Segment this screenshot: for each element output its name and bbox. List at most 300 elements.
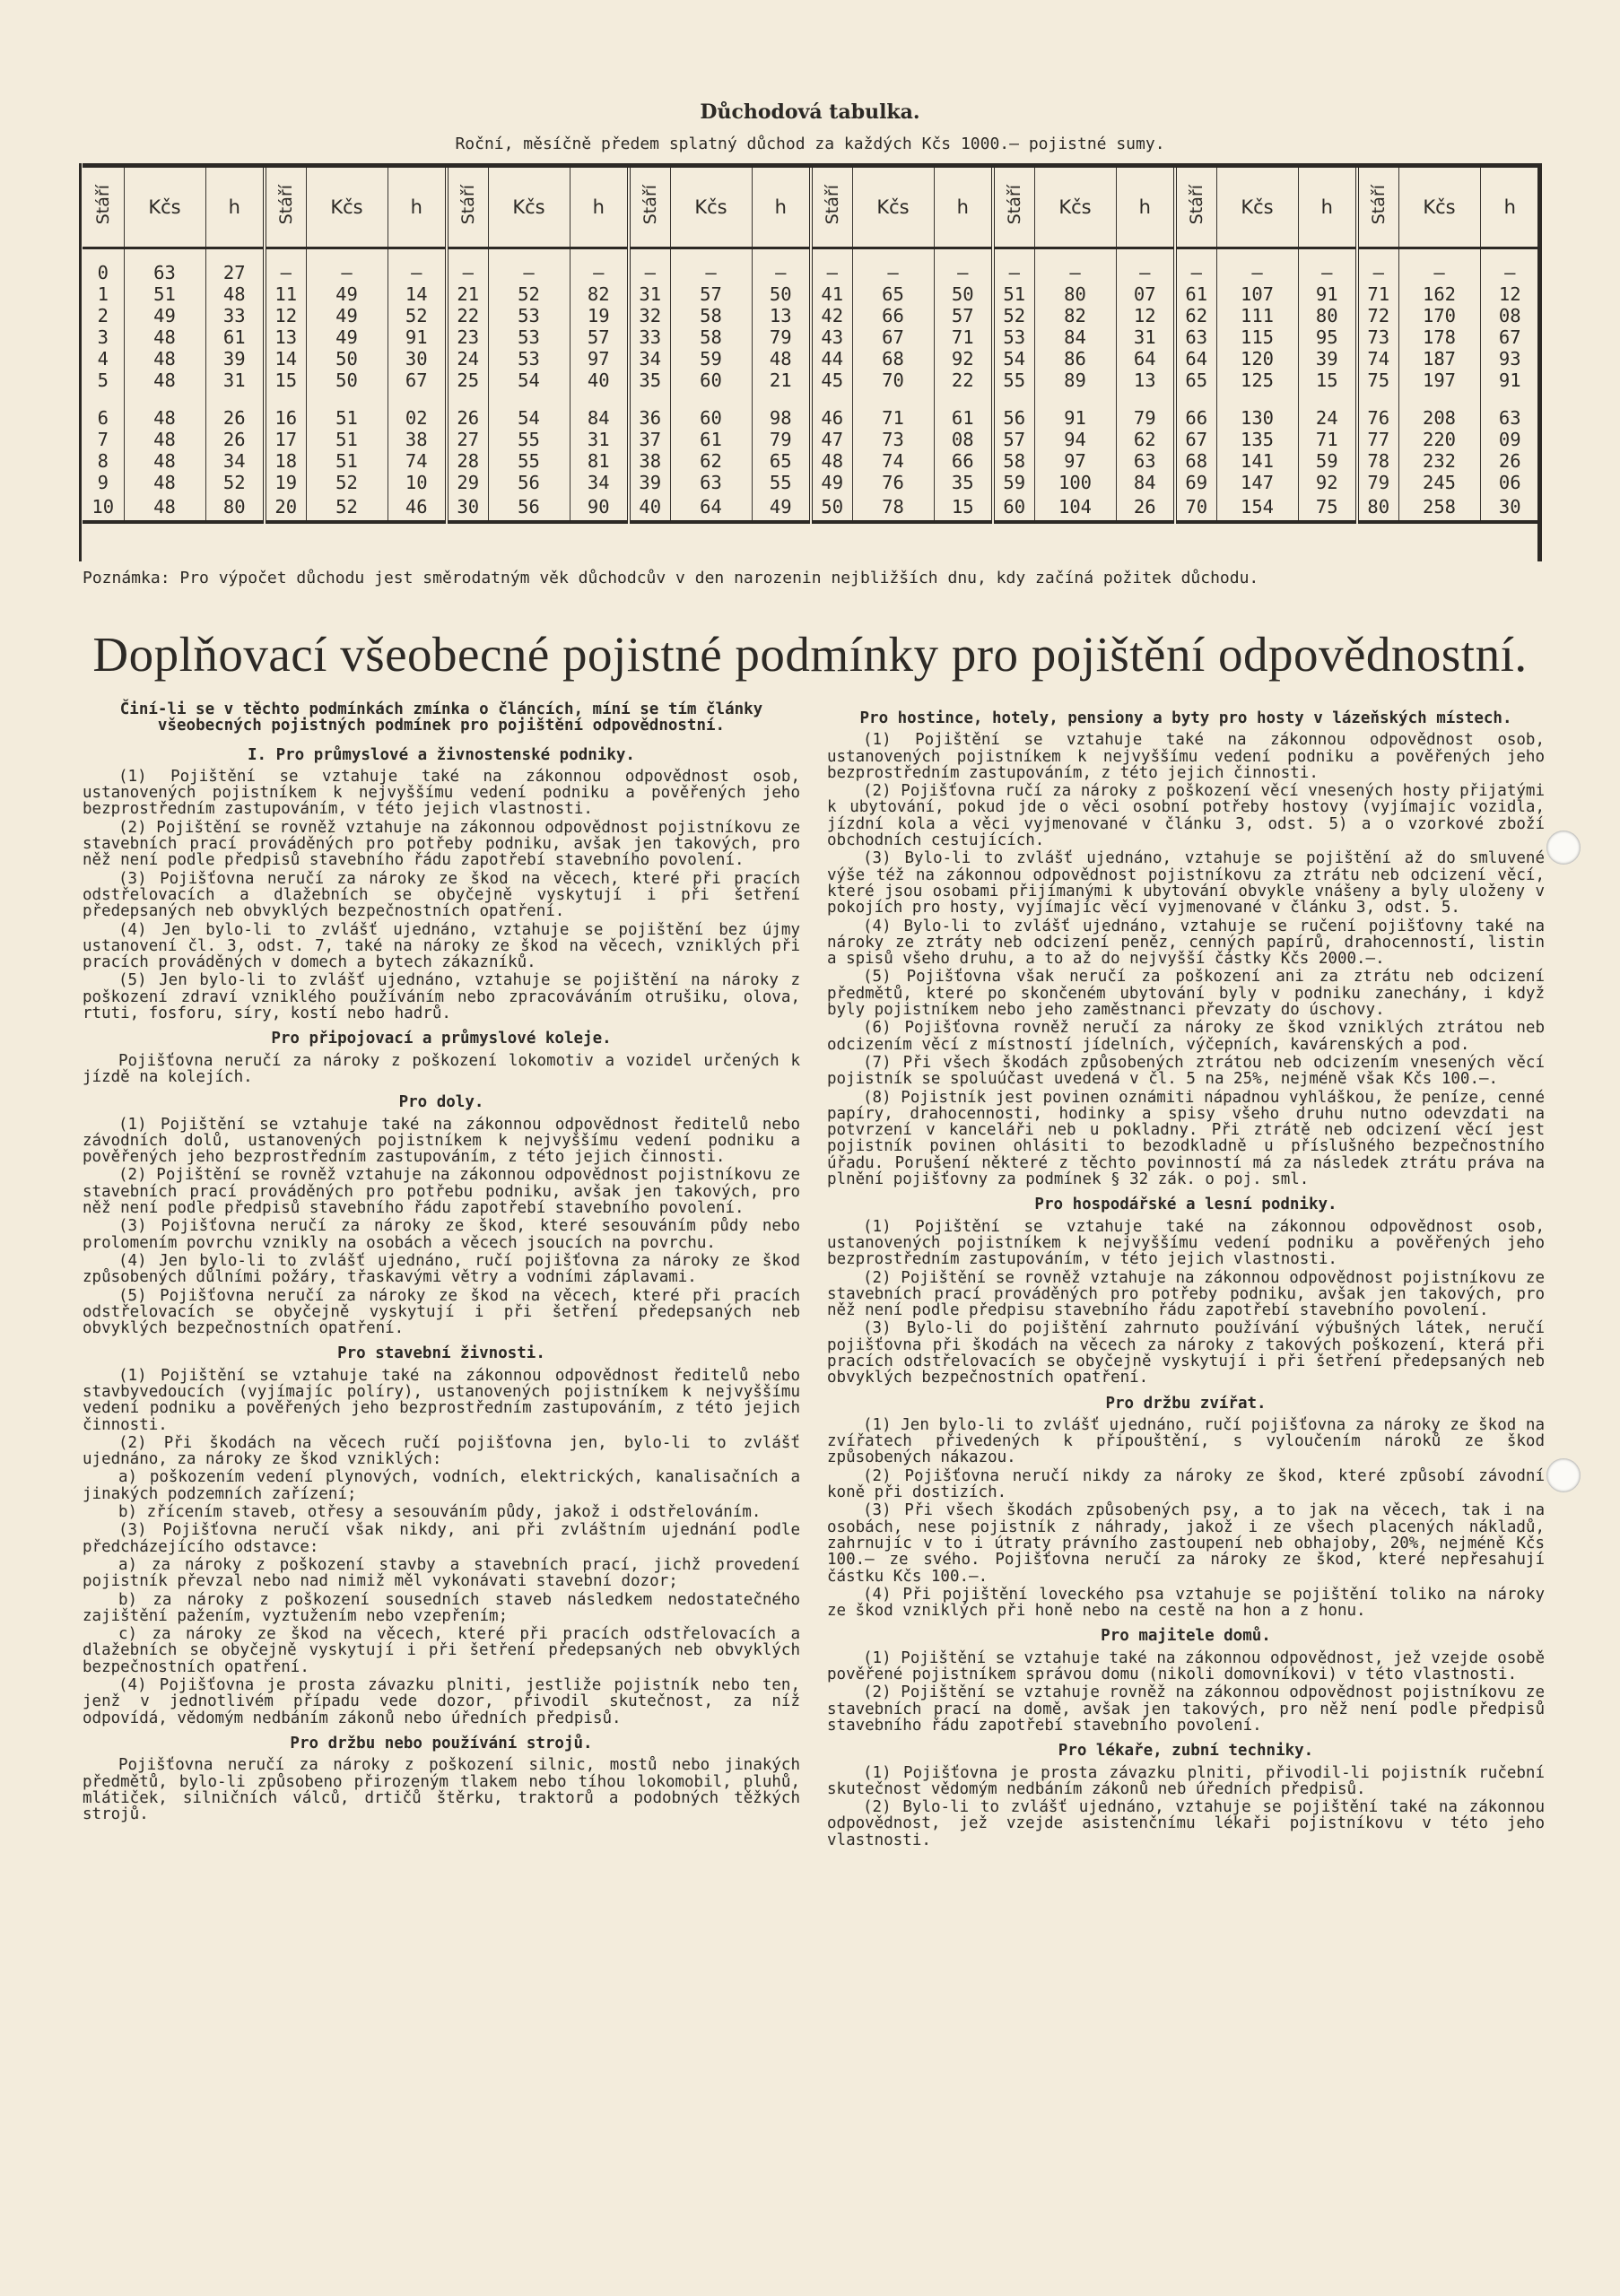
- age-cell: 54: [993, 348, 1034, 370]
- age-cell: 66: [1175, 407, 1216, 429]
- h-cell: 59: [1298, 450, 1357, 472]
- kcs-cell: 53: [488, 326, 570, 348]
- spacer-cell: [993, 391, 1034, 407]
- h-cell: 92: [1298, 472, 1357, 493]
- age-cell: 73: [1357, 326, 1398, 348]
- age-cell: 23: [447, 326, 488, 348]
- age-cell: 2: [97, 305, 109, 326]
- h-cell: 31: [1116, 326, 1175, 348]
- h-cell: 12: [1480, 283, 1539, 305]
- age-cell: 20: [265, 493, 306, 522]
- spacer-cell: [1116, 391, 1175, 407]
- age-cell: 17: [265, 429, 306, 450]
- h-cell: 26: [205, 407, 265, 429]
- age-cell: 10: [83, 493, 124, 522]
- kcs-cell: 125: [1216, 370, 1298, 391]
- age-cell: 44: [811, 348, 852, 370]
- gap-cell: [1116, 248, 1175, 263]
- table-row: [83, 472, 1539, 493]
- h-cell: 97: [570, 348, 629, 370]
- table-row: [83, 370, 1539, 391]
- age-cell: 31: [629, 283, 670, 305]
- header-age-label: Stáří: [457, 185, 478, 225]
- table-row: [83, 429, 1539, 450]
- header-age: [1357, 166, 1398, 248]
- header-age: [1175, 166, 1216, 248]
- kcs-cell: 53: [488, 348, 570, 370]
- age-cell: 67: [1175, 429, 1216, 450]
- paragraph: (2) Pojištění se rovněž vztahuje na zákonnou odpovědnost pojistníkovu ze stavebních prací prováděných pro potřeby podniku, avšak jen takových, pro něž není podle předpisů stavebního řádu zapotřebí stavebního povolení.: [83, 818, 800, 870]
- section-heading: Pro hostince, hotely, pensiony a byty pro hosty v lázeňských místech.: [859, 709, 1512, 727]
- h-cell: 91: [388, 326, 447, 348]
- paragraph: (2) Při škodách na věcech ručí pojišťovna jen, bylo-li to zvlášť ujednáno, za nároky ze škod vzniklých:: [83, 1433, 800, 1469]
- kcs-cell: —: [488, 262, 570, 283]
- age-cell: 30: [447, 493, 488, 522]
- kcs-cell: 48: [124, 407, 205, 429]
- h-cell: 84: [1116, 472, 1175, 493]
- section-heading: Pro držbu zvířat.: [1105, 1394, 1267, 1413]
- spacer-cell: [1480, 391, 1539, 407]
- header-kcs: Kčs: [1216, 166, 1298, 248]
- kcs-cell: —: [306, 262, 388, 283]
- h-cell: 30: [388, 348, 447, 370]
- kcs-cell: 65: [852, 283, 934, 305]
- kcs-cell: 49: [306, 326, 388, 348]
- kcs-cell: 220: [1398, 429, 1480, 450]
- kcs-cell: 51: [306, 450, 388, 472]
- age-cell: 19: [265, 472, 306, 493]
- h-cell: 50: [752, 283, 811, 305]
- header-kcs: Kčs: [670, 166, 752, 248]
- h-cell: 15: [934, 493, 993, 522]
- h-cell: 27: [205, 262, 265, 283]
- age-cell: 6: [97, 407, 109, 429]
- age-cell: —: [265, 262, 306, 283]
- h-cell: 13: [1116, 370, 1175, 391]
- spacer-cell: [1175, 391, 1216, 407]
- age-cell: 36: [629, 407, 670, 429]
- paragraph: (1) Pojištění se vztahuje také na zákonnou odpovědnost ředitelů nebo stavbyvedoucích (vyjímajíc políry), ustanovených pojistníkem k nejvyššímu vedení podniku a pověřených jeho bezprostředním zastupováním, z této jejich činnosti.: [83, 1366, 800, 1434]
- kcs-cell: 49: [124, 305, 205, 326]
- paragraph: (3) Bylo-li do pojištění zahrnuto používání výbušných látek, neručí pojišťovna při škodách na věcech za nároky z takových poškození, která při pracích odstřelovacích se obyčejně vyskytují i při šetření předepsaných neb obvyklých bezpečnostních opatření.: [827, 1319, 1545, 1387]
- age-cell: 33: [629, 326, 670, 348]
- kcs-cell: 91: [1034, 407, 1116, 429]
- h-cell: 90: [570, 493, 629, 522]
- page-title: Doplňovací všeobecné pojistné podmínky pro pojištění odpovědnostní.: [92, 627, 1528, 682]
- header-age-label: Stáří: [92, 185, 113, 225]
- h-cell: 57: [570, 326, 629, 348]
- h-cell: 39: [1298, 348, 1357, 370]
- table-title: Důchodová tabulka.: [700, 100, 920, 124]
- gap-cell: [934, 248, 993, 263]
- spacer-cell: [388, 391, 447, 407]
- age-cell: —: [629, 262, 670, 283]
- kcs-cell: 178: [1398, 326, 1480, 348]
- header-kcs: Kčs: [1034, 166, 1116, 248]
- age-cell: 49: [811, 472, 852, 493]
- paragraph: (1) Pojištění se vztahuje také na zákonnou odpovědnost osob, ustanovených pojistníkem k nejvyššímu vedení podniku a pověřených jeho bezprostředním zastupováním, z této jejich činnosti.: [827, 731, 1545, 782]
- h-cell: 35: [934, 472, 993, 493]
- paragraph: (1) Pojištění se vztahuje také na zákonnou odpovědnost osob, ustanovených pojistníkem k nejvyššímu vedení podniku a pověřených jeho bezprostředním zastupováním, v této jejich vlastnosti.: [83, 767, 800, 819]
- h-cell: 71: [1298, 429, 1357, 450]
- kcs-cell: 48: [124, 450, 205, 472]
- gap-cell: [265, 248, 306, 263]
- age-cell: —: [811, 262, 852, 283]
- header-h: h: [1298, 166, 1357, 248]
- paragraph: (4) Jen bylo-li to zvlášť ujednáno, vztahuje se pojištění bez újmy ustanovení čl. 3, odst. 7, také na nároky ze škod na věcech, vzniklých při pracích prováděných v domech a bytech zákazníků.: [83, 920, 800, 972]
- age-cell: 75: [1357, 370, 1398, 391]
- h-cell: 63: [1480, 407, 1539, 429]
- section-heading: Pro stavební živnosti.: [337, 1344, 545, 1363]
- paragraph: (1) Pojištění se vztahuje také na zákonnou odpovědnost ředitelů nebo závodních dolů, ustanovených pojistníkem k nejvyššímu vedení podniku a pověřených jeho bezprostředním zastupováním, z této jejich činnosti.: [83, 1115, 800, 1167]
- h-cell: 06: [1480, 472, 1539, 493]
- gap-cell: [447, 248, 488, 263]
- paragraph: a) poškozením vedení plynových, vodních, elektrických, kanalisačních a jinakých podzemních zařízení;: [83, 1468, 800, 1503]
- h-cell: 26: [205, 429, 265, 450]
- h-cell: 55: [752, 472, 811, 493]
- header-age: [83, 166, 124, 248]
- paragraph: b) zřícením staveb, otřesy a sesouváním půdy, jakož i odstřelováním.: [118, 1503, 762, 1522]
- age-cell: 27: [447, 429, 488, 450]
- kcs-cell: 56: [488, 472, 570, 493]
- h-cell: 34: [570, 472, 629, 493]
- h-cell: 63: [1116, 450, 1175, 472]
- kcs-cell: 97: [1034, 450, 1116, 472]
- kcs-cell: 61: [670, 429, 752, 450]
- age-cell: 11: [265, 283, 306, 305]
- header-h: h: [934, 166, 993, 248]
- kcs-cell: 170: [1398, 305, 1480, 326]
- h-cell: 12: [1116, 305, 1175, 326]
- h-cell: —: [1480, 262, 1539, 283]
- kcs-cell: 71: [852, 407, 934, 429]
- header-age-label: Stáří: [275, 185, 296, 225]
- kcs-cell: —: [852, 262, 934, 283]
- age-cell: 80: [1357, 493, 1398, 522]
- kcs-cell: 48: [124, 348, 205, 370]
- kcs-cell: 54: [488, 407, 570, 429]
- h-cell: 62: [1116, 429, 1175, 450]
- age-cell: 53: [993, 326, 1034, 348]
- kcs-cell: 59: [670, 348, 752, 370]
- header-age: [447, 166, 488, 248]
- h-cell: 52: [388, 305, 447, 326]
- header-kcs: Kčs: [488, 166, 570, 248]
- h-cell: —: [1116, 262, 1175, 283]
- age-cell: 70: [1175, 493, 1216, 522]
- spacer-cell: [570, 391, 629, 407]
- age-cell: 9: [97, 472, 109, 493]
- kcs-cell: 60: [670, 407, 752, 429]
- spacer-cell: [629, 391, 670, 407]
- age-cell: 5: [97, 370, 109, 391]
- h-cell: 82: [570, 283, 629, 305]
- age-cell: 32: [629, 305, 670, 326]
- h-cell: 71: [934, 326, 993, 348]
- age-cell: 72: [1357, 305, 1398, 326]
- kcs-cell: 48: [124, 429, 205, 450]
- age-cell: 16: [265, 407, 306, 429]
- kcs-cell: 78: [852, 493, 934, 522]
- spacer-cell: [205, 391, 265, 407]
- h-cell: 02: [388, 407, 447, 429]
- paragraph: (2) Pojištění se vztahuje rovněž na zákonnou odpovědnost pojistníkovu ze stavebních prací na domě, avšak jen takových, pro něž není podle předpisů stavebního řádu zapotřebí stavebního povolení.: [827, 1683, 1545, 1735]
- kcs-cell: 50: [306, 348, 388, 370]
- age-cell: —: [1357, 262, 1398, 283]
- age-cell: 21: [447, 283, 488, 305]
- paragraph: (3) Při všech škodách způsobených psy, a to jak na věcech, tak i na osobách, nese pojistník z náhrady, jakož i ze všech placených nákladů, zahrnujíc v to i útraty právního zastoupení neb obhajoby, 20%, nejméně Kčs 100.— ze svého. Pojišťovna neručí za nároky ze škod, které nepřesahují částku Kčs 100.—.: [827, 1501, 1545, 1586]
- header-kcs: Kčs: [1398, 166, 1480, 248]
- header-age-label: Stáří: [1368, 185, 1389, 225]
- h-cell: 50: [934, 283, 993, 305]
- h-cell: 93: [1480, 348, 1539, 370]
- age-cell: 29: [447, 472, 488, 493]
- paragraph: (2) Pojištění se rovněž vztahuje na zákonnou odpovědnost pojistníkovu ze stavebních prací prováděných pro potřeby podniku, avšak jen takových, pro něž není podle předpisu stavebního řádu zapotřebí stavebního povolení.: [827, 1268, 1545, 1320]
- age-cell: 3: [97, 326, 109, 348]
- paragraph: (2) Pojišťovna ručí za nároky z poškození věcí vnesených hosty přijatými k ubytování, pokud jde o věci osobní potřeby hostovy (vyjímajíc vozidla, jízdní kola a věci vyjmenované v článku 3, odst. 5) a o vzorkové zboží obchodních cestujících.: [827, 782, 1545, 850]
- header-age-label: Stáří: [1004, 185, 1024, 225]
- paragraph: (1) Jen bylo-li to zvlášť ujednáno, ručí pojišťovna za nároky ze škod na zvířatech přivedených k připouštění, s vyloučením nároků ze škod způsobených nákazou.: [827, 1415, 1545, 1467]
- kcs-cell: 232: [1398, 450, 1480, 472]
- kcs-cell: 80: [1034, 283, 1116, 305]
- kcs-cell: 187: [1398, 348, 1480, 370]
- h-cell: 26: [1116, 493, 1175, 522]
- gap-cell: [811, 248, 852, 263]
- h-cell: —: [1298, 262, 1357, 283]
- paragraph: (5) Pojišťovna neručí za nároky ze škod na věcech, které při pracích odstřelovacích se obyčejně vyskytují i při šetření předepsaných neb obvyklých bezpečnostních opatření.: [83, 1286, 800, 1338]
- table-subtitle: Roční, měsíčně předem splatný důchod za každých Kčs 1000.— pojistné sumy.: [455, 135, 1165, 153]
- table-row: [83, 305, 1539, 326]
- kcs-cell: 48: [124, 472, 205, 493]
- paragraph: c) za nároky ze škod na věcech, které při pracích odstřelovacích a dlažebních se obyčejně vyskytují i při šetření předepsaných neb obvyklých bezpečnostních opatření.: [83, 1625, 800, 1676]
- age-cell: 63: [1175, 326, 1216, 348]
- kcs-cell: 76: [852, 472, 934, 493]
- kcs-cell: 55: [488, 450, 570, 472]
- table-row: [83, 262, 1539, 283]
- paragraph: (1) Pojišťovna je prosta závazku plniti, přivodil-li pojistník ručební skutečnost vědomým nedbáním zákonů neb úředních předpisů.: [827, 1763, 1545, 1798]
- header-kcs: Kčs: [852, 166, 934, 248]
- h-cell: 38: [388, 429, 447, 450]
- h-cell: 48: [205, 283, 265, 305]
- section-heading: Pro doly.: [398, 1093, 484, 1112]
- gap-cell: [852, 248, 934, 263]
- table-gap-row: [83, 248, 1539, 263]
- kcs-cell: 48: [124, 326, 205, 348]
- h-cell: 13: [752, 305, 811, 326]
- gap-cell: [1480, 248, 1539, 263]
- header-age: [993, 166, 1034, 248]
- spacer-cell: [124, 391, 205, 407]
- kcs-cell: 197: [1398, 370, 1480, 391]
- header-age-label: Stáří: [640, 185, 660, 225]
- table-spacer-row: [83, 391, 1539, 407]
- age-cell: 76: [1357, 407, 1398, 429]
- paragraph: (1) Pojištění se vztahuje také na zákonnou odpovědnost, jež vzejde osobě pověřené pojistníkem správou domu (nikoli domovníkovi) v této vlastnosti.: [827, 1648, 1545, 1684]
- h-cell: 64: [1116, 348, 1175, 370]
- table-row: [83, 326, 1539, 348]
- kcs-cell: 48: [124, 370, 205, 391]
- section-heading: Pro připojovací a průmyslové koleje.: [271, 1030, 612, 1048]
- h-cell: 81: [570, 450, 629, 472]
- h-cell: 07: [1116, 283, 1175, 305]
- paragraph: (5) Pojišťovna však neručí za poškození ani za ztrátu neb odcizení předmětů, které po skončeném ubytování byly v podniku zanechány, i když byly pojistníkem nebo jeho zaměstnanci převzaty do úschovy.: [827, 968, 1545, 1020]
- age-cell: 15: [265, 370, 306, 391]
- kcs-cell: 51: [124, 283, 205, 305]
- age-cell: 60: [993, 493, 1034, 522]
- gap-cell: [752, 248, 811, 263]
- kcs-cell: 67: [852, 326, 934, 348]
- age-cell: 18: [265, 450, 306, 472]
- header-h: h: [1480, 166, 1539, 248]
- kcs-cell: 57: [670, 283, 752, 305]
- age-cell: 14: [265, 348, 306, 370]
- gap-cell: [1175, 248, 1216, 263]
- table-header-row: [83, 166, 1539, 248]
- spacer-cell: [447, 391, 488, 407]
- paragraph: (4) Pojišťovna je prosta závazku plniti, jestliže pojistník nebo ten, jenž v jednotlivém případu vede dozor, přivodil skutečnost, za níž odpovídá, vědomým nedbáním zákonů nebo úředních předpisů.: [83, 1676, 800, 1727]
- punch-hole: [1546, 831, 1581, 865]
- paragraph: b) za nároky z poškození sousedních staveb následkem nedostatečného zajištění pažením, vyztužením nebo vzepřením;: [83, 1590, 800, 1625]
- paragraph: (8) Pojistník jest povinen oznámiti nápadnou vyhláškou, že peníze, cenné papíry, drahocennosti, hodinky a spisy všeho druhu nutno odevzdati na potvrzení v kanceláři neb u pokladny. Při ztrátě neb odcizení věcí jest pojistník povinen ohlásiti to bezodkladně u příslušného bezpečnostního úřadu. Porušení některé z těchto povinností má za následek ztrátu práva na plnění pojišťovny za podmínek § 32 zák. o poj. sml.: [827, 1088, 1545, 1189]
- h-cell: 24: [1298, 407, 1357, 429]
- age-cell: 43: [811, 326, 852, 348]
- spacer-cell: [488, 391, 570, 407]
- header-kcs: Kčs: [306, 166, 388, 248]
- kcs-cell: 51: [306, 429, 388, 450]
- gap-cell: [488, 248, 570, 263]
- spacer-cell: [265, 391, 306, 407]
- age-cell: 52: [993, 305, 1034, 326]
- kcs-cell: 55: [488, 429, 570, 450]
- age-cell: 50: [811, 493, 852, 522]
- gap-cell: [1357, 248, 1398, 263]
- gap-cell: [1216, 248, 1298, 263]
- h-cell: 74: [388, 450, 447, 472]
- paragraph: (4) Bylo-li to zvlášť ujednáno, vztahuje se ručení pojišťovny také na nároky ze ztráty neb odcizení peněz, cenných papírů, drahocenností, listin a spisů všeho druhu, a to až do nejvyšší částky Kčs 2000.—.: [827, 917, 1545, 969]
- h-cell: 21: [752, 370, 811, 391]
- h-cell: —: [570, 262, 629, 283]
- kcs-cell: 111: [1216, 305, 1298, 326]
- header-h: h: [1116, 166, 1175, 248]
- kcs-cell: 147: [1216, 472, 1298, 493]
- age-cell: 59: [993, 472, 1034, 493]
- kcs-cell: 86: [1034, 348, 1116, 370]
- kcs-cell: 63: [124, 262, 205, 283]
- age-cell: —: [1175, 262, 1216, 283]
- section-heading: Pro majitele domů.: [1101, 1627, 1271, 1646]
- kcs-cell: 208: [1398, 407, 1480, 429]
- age-cell: 37: [629, 429, 670, 450]
- header-h: h: [570, 166, 629, 248]
- kcs-cell: 73: [852, 429, 934, 450]
- gap-cell: [83, 248, 124, 263]
- paragraph: (3) Pojišťovna neručí za nároky ze škod na věcech, které při pracích odstřelovacích a dlažebních se obyčejně vyskytují i při šetření předepsaných neb obvyklých bezpečnostních opatření.: [83, 869, 800, 921]
- kcs-cell: 62: [670, 450, 752, 472]
- left-column: [83, 701, 800, 1824]
- gap-cell: [670, 248, 752, 263]
- kcs-cell: 52: [488, 283, 570, 305]
- spacer-cell: [1298, 391, 1357, 407]
- age-cell: 79: [1357, 472, 1398, 493]
- h-cell: 40: [570, 370, 629, 391]
- header-h: h: [205, 166, 265, 248]
- age-cell: 41: [811, 283, 852, 305]
- paragraph: (7) Při všech škodách způsobených ztrátou neb odcizením vnesených věcí pojistník se spoluúčast uvedená v čl. 5 na 25%, nejméně však Kčs 100.—.: [827, 1053, 1545, 1089]
- gap-cell: [1298, 248, 1357, 263]
- paragraph: (4) Při pojištění loveckého psa vztahuje se pojištění toliko na nároky ze škod vzniklých při honě nebo na cestě na hon a z honu.: [827, 1585, 1545, 1621]
- kcs-cell: —: [1216, 262, 1298, 283]
- spacer-cell: [1398, 391, 1480, 407]
- kcs-cell: 104: [1034, 493, 1116, 522]
- age-cell: 34: [629, 348, 670, 370]
- age-cell: 26: [447, 407, 488, 429]
- gap-cell: [205, 248, 265, 263]
- table-row: [83, 283, 1539, 305]
- h-cell: 26: [1480, 450, 1539, 472]
- h-cell: 34: [205, 450, 265, 472]
- h-cell: 08: [1480, 305, 1539, 326]
- h-cell: 80: [205, 493, 265, 522]
- kcs-cell: 48: [124, 493, 205, 522]
- h-cell: 46: [388, 493, 447, 522]
- age-cell: 69: [1175, 472, 1216, 493]
- table-row: [83, 450, 1539, 472]
- kcs-cell: 89: [1034, 370, 1116, 391]
- age-cell: 13: [265, 326, 306, 348]
- table-note: Poznámka: Pro výpočet důchodu jest směrodatným věk důchodcův v den narozenin nejbližších dnu, kdy začíná požitek důchodu.: [83, 569, 1259, 587]
- paragraph: (3) Pojišťovna neručí za nároky ze škod, které sesouváním půdy nebo prolomením povrchu vznikly na osobách a věcech jsoucích na povrchu.: [83, 1217, 800, 1252]
- age-cell: —: [447, 262, 488, 283]
- kcs-cell: 51: [306, 407, 388, 429]
- h-cell: 98: [752, 407, 811, 429]
- kcs-cell: 56: [488, 493, 570, 522]
- h-cell: 31: [205, 370, 265, 391]
- age-cell: 57: [993, 429, 1034, 450]
- age-cell: 24: [447, 348, 488, 370]
- h-cell: 79: [752, 326, 811, 348]
- kcs-cell: 49: [306, 305, 388, 326]
- h-cell: 79: [752, 429, 811, 450]
- paragraph: Pojišťovna neručí za nároky z poškození lokomotiv a vozidel určených k jízdě na kolejích.: [83, 1051, 800, 1086]
- kcs-cell: 107: [1216, 283, 1298, 305]
- age-cell: 25: [447, 370, 488, 391]
- spacer-cell: [1034, 391, 1116, 407]
- age-cell: 38: [629, 450, 670, 472]
- h-cell: 57: [934, 305, 993, 326]
- kcs-cell: 94: [1034, 429, 1116, 450]
- spacer-cell: [670, 391, 752, 407]
- age-cell: 77: [1357, 429, 1398, 450]
- h-cell: 66: [934, 450, 993, 472]
- spacer-cell: [306, 391, 388, 407]
- paragraph: (1) Pojištění se vztahuje také na zákonnou odpovědnost osob, ustanovených pojistníkem k nejvyššímu vedení podniku a pověřených jeho bezprostředním zastupováním, v této jejich vlastnosti.: [827, 1217, 1545, 1269]
- h-cell: 15: [1298, 370, 1357, 391]
- section-heading: Pro držbu nebo používání strojů.: [290, 1734, 593, 1752]
- header-age: [629, 166, 670, 248]
- h-cell: 61: [934, 407, 993, 429]
- kcs-cell: 58: [670, 326, 752, 348]
- kcs-cell: 53: [488, 305, 570, 326]
- h-cell: 14: [388, 283, 447, 305]
- header-h: h: [752, 166, 811, 248]
- kcs-cell: 162: [1398, 283, 1480, 305]
- age-cell: 0: [97, 262, 109, 283]
- kcs-cell: 245: [1398, 472, 1480, 493]
- h-cell: 95: [1298, 326, 1357, 348]
- paragraph: (5) Jen bylo-li to zvlášť ujednáno, vztahuje se pojištění na nároky z poškození zdraví vzniklého používáním nebo zpracováváním otrušiku, olova, rtuti, fosforu, síry, kostí nebo hadrů.: [83, 971, 800, 1023]
- kcs-cell: 54: [488, 370, 570, 391]
- header-h: h: [388, 166, 447, 248]
